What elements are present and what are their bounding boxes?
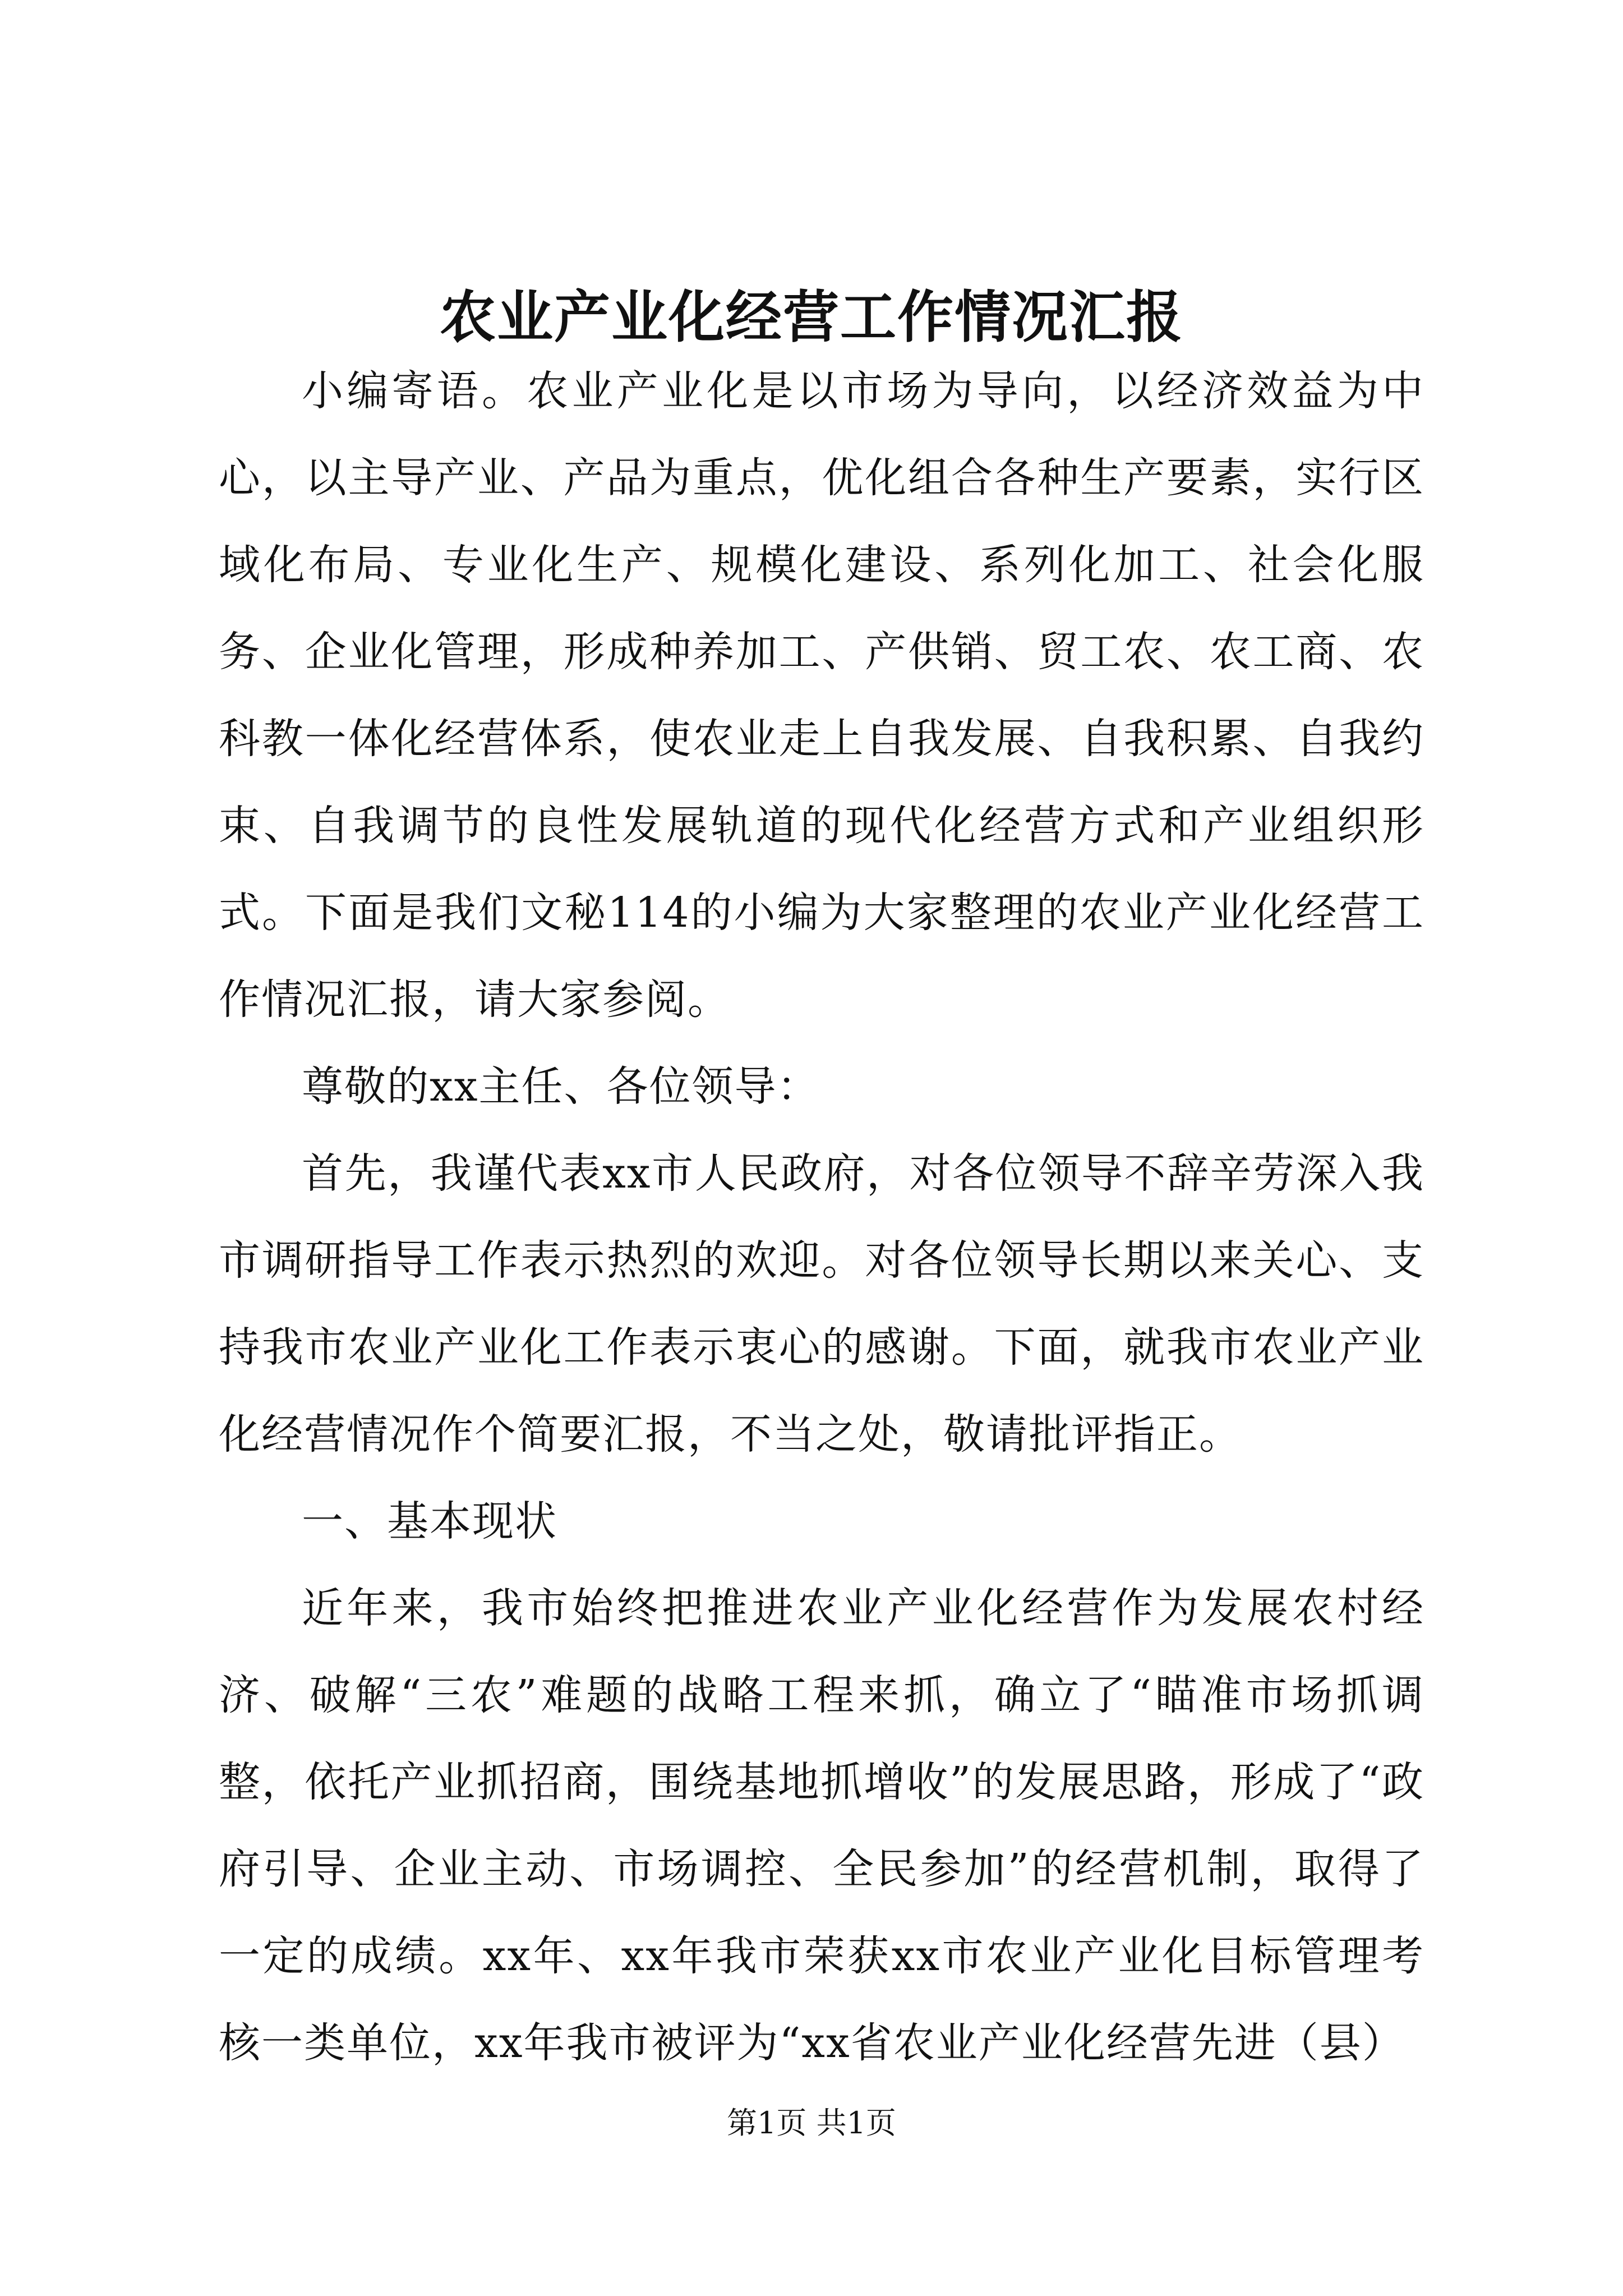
paragraph-opening: 首先，我谨代表xx市人民政府，对各位领导不辞辛劳深入我市调研指导工作表示热烈的欢迎。对各位领导长期以来关心、支持我市农业产业化工作表示衷心的感谢。下面，就我市农业产业化经营情况作个简要汇报，不当之处，敬请批评指正。 (219, 1149, 1424, 1458)
document-body (219, 348, 1424, 2087)
page-footer: 第1页 共1页 (727, 2105, 896, 2141)
paragraph-intro: 小编寄语。农业产业化是以市场为导向，以经济效益为中心，以主导产业、产品为重点，优化组合各种生产要素，实行区域化布局、专业化生产、规模化建设、系列化加工、社会化服务、企业化管理，形成种养加工、产供销、贸工农、农工商、农科教一体化经营体系，使农业走上自我发展、自我积累、自我约束、自我调节的良性发展轨道的现代化经营方式和产业组织形式。下面是我们文秘114的小编为大家整理的农业产业化经营工作情况汇报，请大家参阅。 (219, 367, 1424, 1024)
paragraph-salutation: 尊敬的xx主任、各位领导： (302, 1062, 820, 1111)
document-title: 农业产业化经营工作情况汇报 (440, 284, 1183, 350)
section-heading: 一、基本现状 (302, 1497, 557, 1545)
paragraph-status: 近年来，我市始终把推进农业产业化经营作为发展农村经济、破解“三农”难题的战略工程来抓，确立了“瞄准市场抓调整，依托产业抓招商，围绕基地抓增收”的发展思路，形成了“政府引导、企业主动、市场调控、全民参加”的经营机制，取得了一定的成绩。xx年、xx年我市荣获xx市农业产业化目标管理考核一类单位，xx年我市被评为“xx省农业产业化经营先进（县） (219, 1584, 1424, 2067)
